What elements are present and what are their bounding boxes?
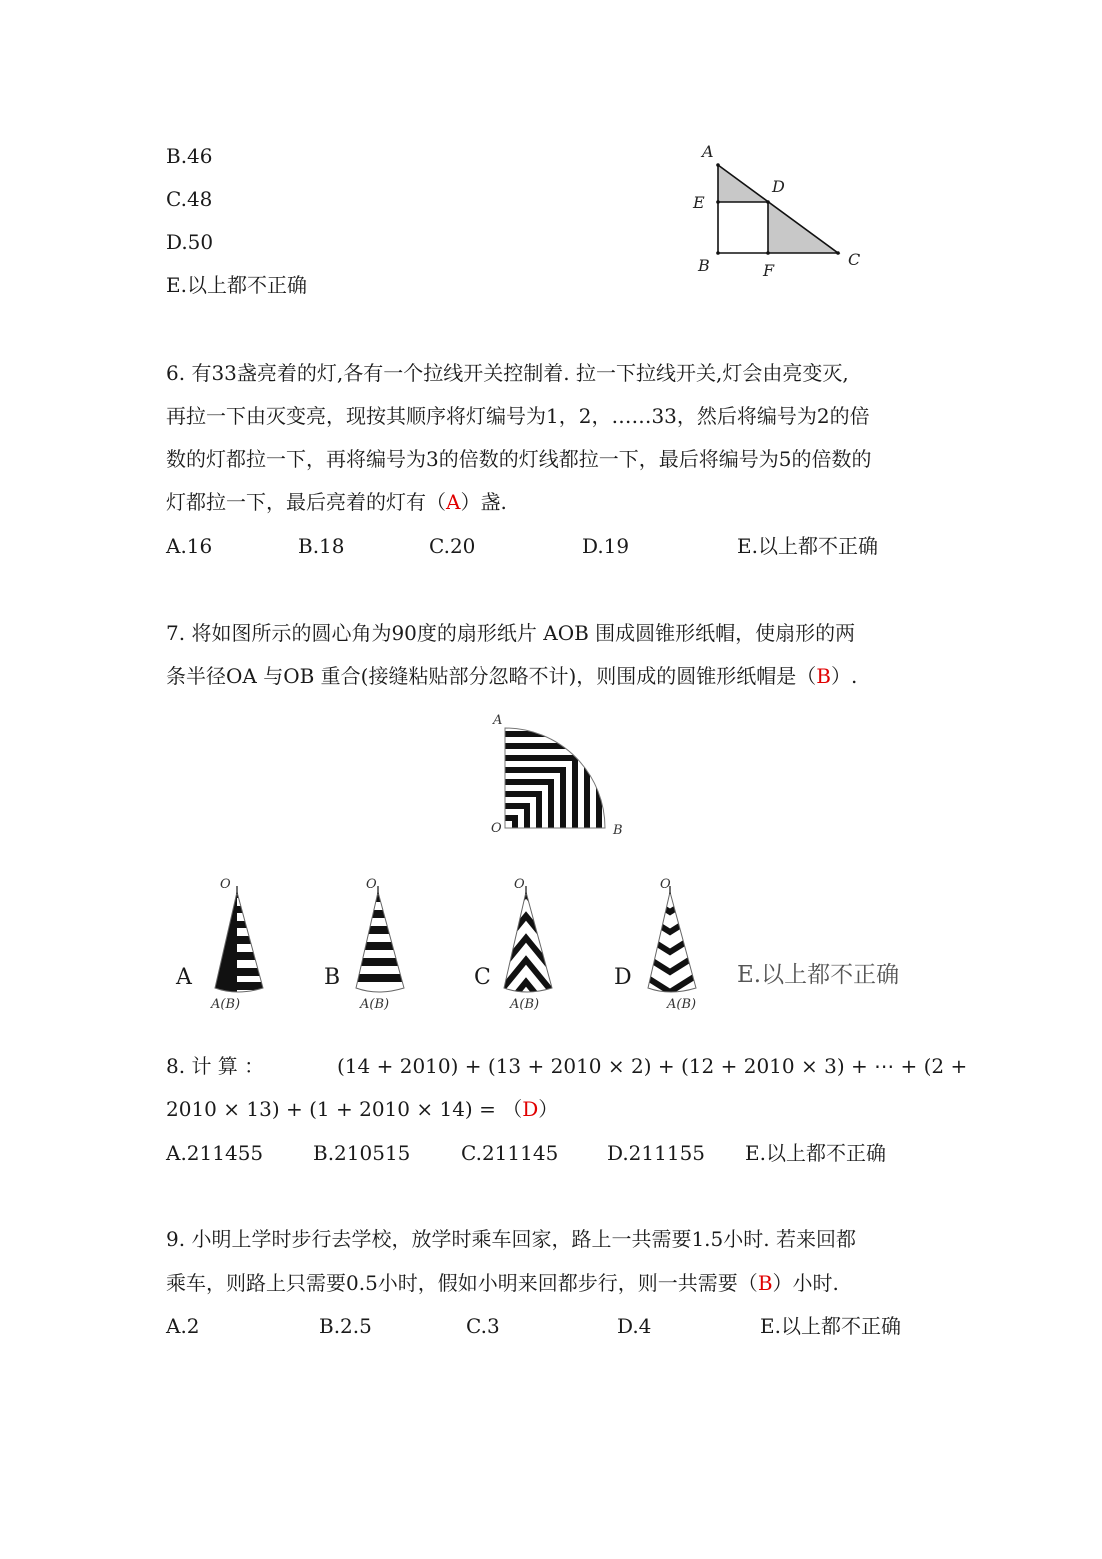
- cone-d-bottom-label: A(B): [667, 997, 697, 1012]
- q9-option-c: C.3: [466, 1314, 500, 1338]
- q8-option-a: A.211455: [166, 1141, 264, 1165]
- q9-answer: B: [757, 1271, 773, 1295]
- cone-d-top-label: O: [660, 878, 671, 892]
- sector-label-b: B: [613, 823, 623, 838]
- q8-line-2-suffix: ）: [538, 1097, 559, 1121]
- cone-c-figure: [500, 878, 570, 1013]
- cone-c-bottom-label: A(B): [510, 997, 540, 1012]
- q9-option-b: B.2.5: [319, 1314, 372, 1338]
- q6-line-2: 再拉一下由灭变亮，现按其顺序将灯编号为1，2，……33，然后将编号为2的倍: [166, 404, 870, 428]
- q6-option-c: C.20: [429, 534, 476, 558]
- cone-d-letter: D: [614, 965, 632, 990]
- sector-label-o: O: [491, 821, 502, 836]
- cone-d-figure: [645, 878, 715, 1013]
- q7-sector-figure: [485, 710, 635, 838]
- cone-a-bottom-label: A(B): [211, 997, 241, 1012]
- q5-triangle-figure: [680, 135, 880, 285]
- cone-c-top-label: O: [514, 878, 525, 892]
- q5-label-f: F: [763, 261, 775, 280]
- q5-option-c: C.48: [166, 187, 213, 211]
- q8-option-c: C.211145: [461, 1141, 559, 1165]
- q6-line-1: 6. 有33盏亮着的灯,各有一个拉线开关控制着. 拉一下拉线开关,灯会由亮变灭,: [166, 361, 849, 385]
- q8-option-b: B.210515: [313, 1141, 411, 1165]
- q8-expression-2: 2010 × 13) + (1 + 2010 × 14) = （: [166, 1097, 523, 1121]
- cone-b-top-label: O: [366, 878, 377, 892]
- q9-option-d: D.4: [617, 1314, 652, 1338]
- cone-a-figure: [205, 878, 275, 1013]
- cone-a-letter: A: [176, 965, 192, 990]
- q7-line-2-suffix: ）.: [830, 664, 858, 688]
- q9-option-e: E.以上都不正确: [760, 1314, 901, 1338]
- q6-line-4-text: 灯都拉一下，最后亮着的灯有（: [166, 490, 446, 514]
- q6-option-d: D.19: [582, 534, 630, 558]
- q7-line-1: 7. 将如图所示的圆心角为90度的扇形纸片 AOB 围成圆锥形纸帽，使扇形的两: [166, 621, 856, 645]
- cone-b-bottom-label: A(B): [360, 997, 390, 1012]
- q5-label-e: E: [693, 193, 705, 212]
- q6-option-e: E.以上都不正确: [737, 534, 878, 558]
- q5-label-c: C: [848, 250, 861, 269]
- q6-answer: A: [446, 490, 461, 514]
- q7-line-2: [166, 664, 857, 688]
- q8-option-e: E.以上都不正确: [745, 1141, 886, 1165]
- q6-line-4-suffix: ）盏.: [460, 490, 507, 514]
- q6-line-4: [166, 490, 507, 514]
- q8-label: 8. 计 算 ：: [166, 1054, 265, 1078]
- q6-option-a: A.16: [166, 534, 213, 558]
- q7-answer: B: [816, 664, 831, 688]
- q5-option-e: E.以上都不正确: [166, 273, 307, 297]
- q9-line-2-suffix: ）小时.: [772, 1271, 839, 1295]
- q6-line-3: 数的灯都拉一下，再将编号为3的倍数的灯线都拉一下，最后将编号为5的倍数的: [166, 447, 872, 471]
- q5-label-d: D: [772, 177, 785, 196]
- q9-line-2: [166, 1271, 839, 1295]
- q5-label-b: B: [698, 256, 710, 275]
- cone-c-letter: C: [474, 965, 491, 990]
- q5-option-b: B.46: [166, 144, 213, 168]
- q9-option-a: A.2: [166, 1314, 200, 1338]
- q7-line-2-text: 条半径OA 与OB 重合(接缝粘贴部分忽略不计)，则围成的圆锥形纸帽是（: [166, 664, 817, 688]
- q9-line-2-text: 乘车，则路上只需要0.5小时，假如小明来回都步行，则一共需要（: [166, 1271, 758, 1295]
- q7-option-e: E.以上都不正确: [737, 962, 900, 988]
- cone-b-letter: B: [324, 965, 341, 990]
- q5-option-d: D.50: [166, 230, 214, 254]
- q9-line-1: 9. 小明上学时步行去学校，放学时乘车回家，路上一共需要1.5小时. 若来回都: [166, 1227, 856, 1251]
- q8-line-2: [166, 1097, 558, 1121]
- sector-label-a: A: [493, 713, 503, 728]
- cone-a-top-label: O: [220, 878, 231, 892]
- cone-b-figure: [350, 878, 420, 1013]
- q8-expression-1: (14 + 2010) + (13 + 2010 × 2) + (12 + 2010 × 3) + ⋯ + (2 +: [337, 1054, 968, 1078]
- q6-option-b: B.18: [298, 534, 345, 558]
- q8-answer: D: [522, 1097, 539, 1121]
- q5-label-a: A: [702, 142, 714, 161]
- q8-option-d: D.211155: [607, 1141, 706, 1165]
